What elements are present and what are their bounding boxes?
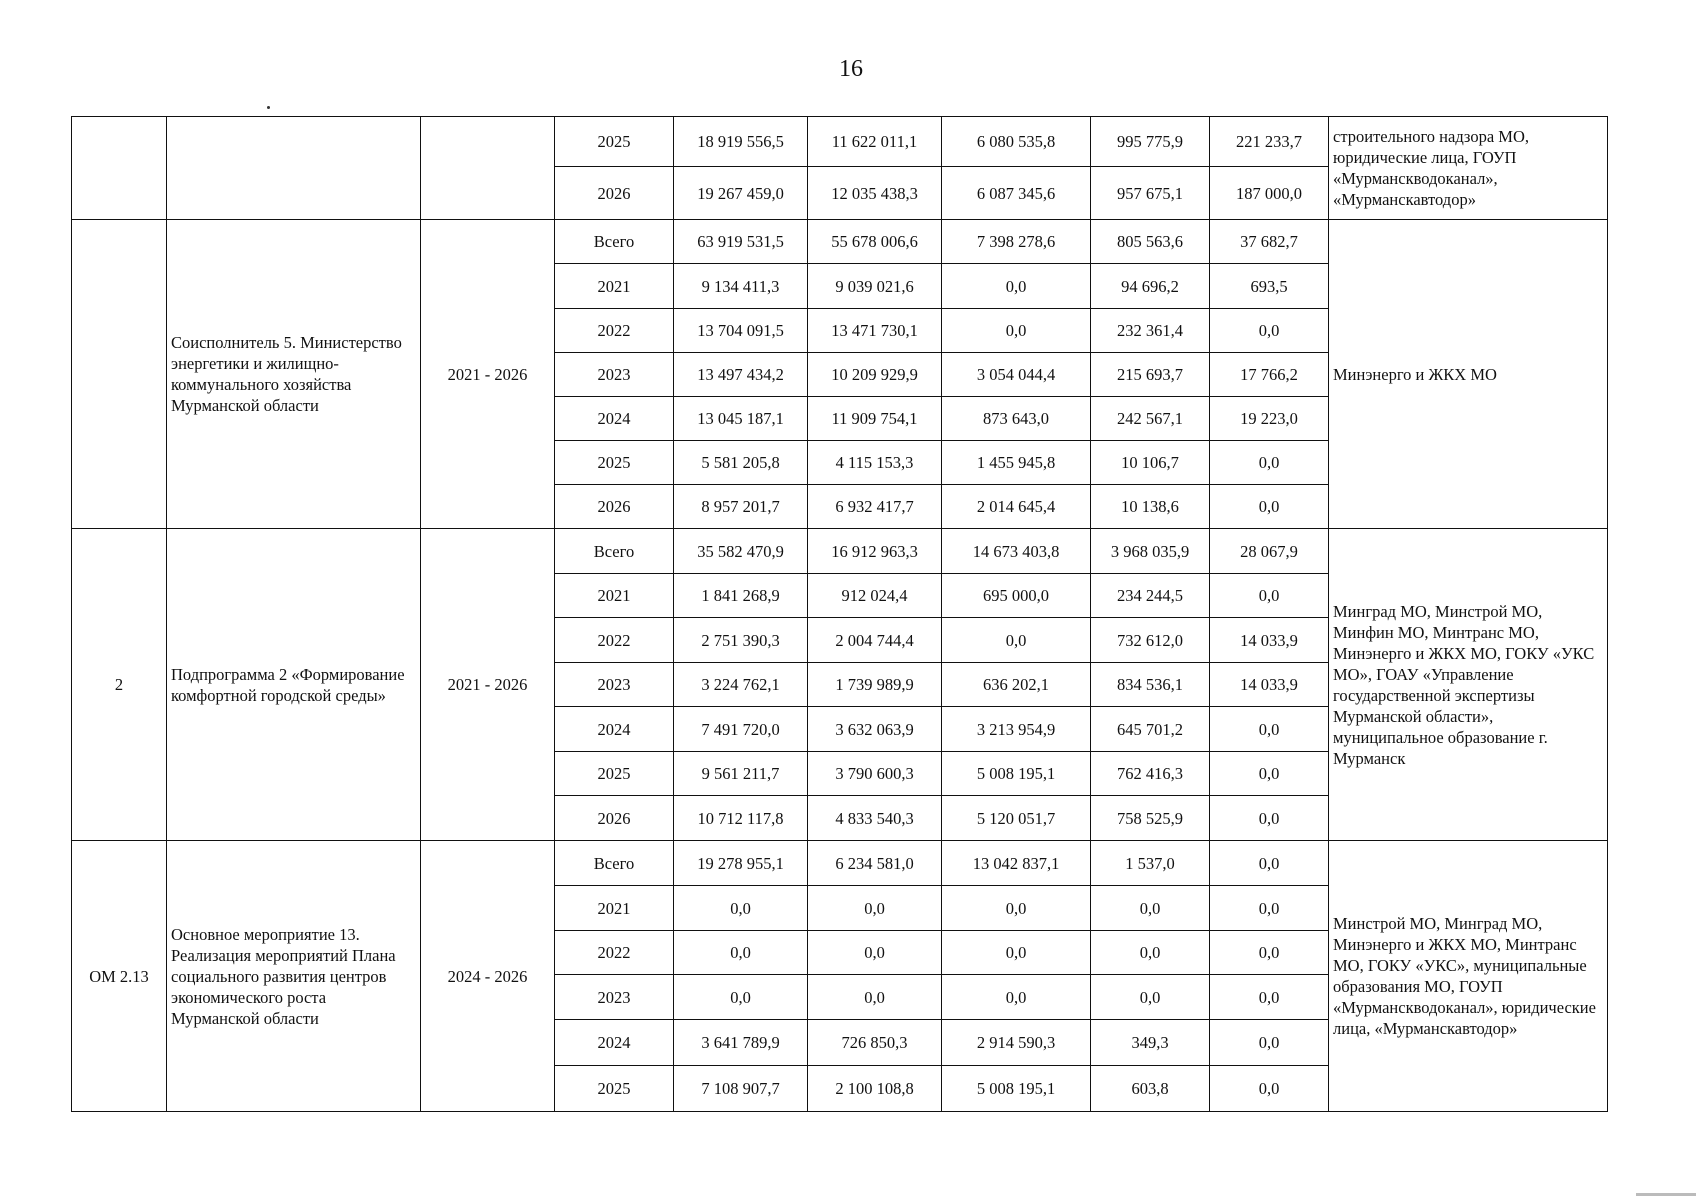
amount-cell: 0,0: [1210, 574, 1329, 618]
amount-cell: 4 115 153,3: [808, 441, 942, 485]
amount-cell: 0,0: [674, 886, 808, 931]
amount-cell: 2 014 645,4: [942, 485, 1091, 529]
amount-cell: 6 234 581,0: [808, 841, 942, 886]
year-cell: 2023: [555, 353, 674, 397]
amount-cell: 215 693,7: [1091, 353, 1210, 397]
amount-cell: 0,0: [1091, 975, 1210, 1020]
amount-cell: 5 008 195,1: [942, 1066, 1091, 1112]
row-index: [72, 117, 167, 220]
amount-cell: 758 525,9: [1091, 796, 1210, 841]
table-row: [72, 529, 1608, 574]
amount-cell: 3 213 954,9: [942, 707, 1091, 752]
amount-cell: 13 704 091,5: [674, 309, 808, 353]
amount-cell: 14 033,9: [1210, 663, 1329, 707]
activity-name: [167, 117, 421, 220]
amount-cell: 12 035 438,3: [808, 167, 942, 220]
scan-speck: [267, 106, 270, 109]
amount-cell: 2 100 108,8: [808, 1066, 942, 1112]
year-cell: Всего: [555, 841, 674, 886]
amount-cell: 3 054 044,4: [942, 353, 1091, 397]
amount-cell: 0,0: [1210, 1066, 1329, 1112]
amount-cell: 0,0: [1210, 931, 1329, 975]
scan-artifact: [1636, 1193, 1696, 1196]
amount-cell: 349,3: [1091, 1020, 1210, 1066]
amount-cell: 0,0: [942, 309, 1091, 353]
amount-cell: 3 641 789,9: [674, 1020, 808, 1066]
amount-cell: 234 244,5: [1091, 574, 1210, 618]
year-cell: 2025: [555, 441, 674, 485]
amount-cell: 0,0: [808, 931, 942, 975]
amount-cell: 6 080 535,8: [942, 117, 1091, 167]
year-cell: 2023: [555, 663, 674, 707]
amount-cell: 94 696,2: [1091, 264, 1210, 309]
amount-cell: 28 067,9: [1210, 529, 1329, 574]
amount-cell: 603,8: [1091, 1066, 1210, 1112]
amount-cell: 0,0: [1210, 707, 1329, 752]
executors-cell: строительного надзора МО, юридические лица, ГОУП «Мурманскводоканал», «Мурманскавтодор»: [1329, 117, 1608, 220]
amount-cell: 645 701,2: [1091, 707, 1210, 752]
table-row: [72, 117, 1608, 167]
executors-cell: Минград МО, Минстрой МО, Минфин МО, Минтранс МО, Минэнерго и ЖКХ МО, ГОКУ «УКС МО», ГОАУ «Управление государственной экспертизы Мурманской области», муниципальное образование г. Мурманск: [1329, 529, 1608, 841]
amount-cell: 3 632 063,9: [808, 707, 942, 752]
year-cell: 2024: [555, 397, 674, 441]
table-row: [72, 841, 1608, 886]
amount-cell: 9 039 021,6: [808, 264, 942, 309]
amount-cell: 9 134 411,3: [674, 264, 808, 309]
year-cell: 2021: [555, 574, 674, 618]
year-cell: Всего: [555, 529, 674, 574]
implementation-period: 2021 - 2026: [421, 529, 555, 841]
year-cell: 2026: [555, 167, 674, 220]
row-index: 2: [72, 529, 167, 841]
amount-cell: 9 561 211,7: [674, 752, 808, 796]
amount-cell: 732 612,0: [1091, 618, 1210, 663]
amount-cell: 5 120 051,7: [942, 796, 1091, 841]
amount-cell: 0,0: [1210, 309, 1329, 353]
amount-cell: 10 209 929,9: [808, 353, 942, 397]
amount-cell: 0,0: [942, 886, 1091, 931]
amount-cell: 10 138,6: [1091, 485, 1210, 529]
amount-cell: 695 000,0: [942, 574, 1091, 618]
year-cell: Всего: [555, 220, 674, 264]
implementation-period: [421, 117, 555, 220]
year-cell: 2022: [555, 618, 674, 663]
amount-cell: 0,0: [1210, 485, 1329, 529]
amount-cell: 1 841 268,9: [674, 574, 808, 618]
amount-cell: 2 751 390,3: [674, 618, 808, 663]
page-number: 16: [839, 56, 863, 82]
amount-cell: 0,0: [808, 886, 942, 931]
amount-cell: 13 471 730,1: [808, 309, 942, 353]
amount-cell: 2 914 590,3: [942, 1020, 1091, 1066]
amount-cell: 636 202,1: [942, 663, 1091, 707]
year-cell: 2026: [555, 485, 674, 529]
amount-cell: 5 581 205,8: [674, 441, 808, 485]
year-cell: 2023: [555, 975, 674, 1020]
amount-cell: 11 909 754,1: [808, 397, 942, 441]
year-cell: 2021: [555, 886, 674, 931]
amount-cell: 0,0: [1210, 441, 1329, 485]
amount-cell: 0,0: [942, 264, 1091, 309]
amount-cell: 1 455 945,8: [942, 441, 1091, 485]
amount-cell: 17 766,2: [1210, 353, 1329, 397]
implementation-period: 2021 - 2026: [421, 220, 555, 529]
amount-cell: 2 004 744,4: [808, 618, 942, 663]
amount-cell: 221 233,7: [1210, 117, 1329, 167]
amount-cell: 873 643,0: [942, 397, 1091, 441]
amount-cell: 0,0: [1210, 796, 1329, 841]
amount-cell: 0,0: [1210, 752, 1329, 796]
amount-cell: 0,0: [1210, 1020, 1329, 1066]
amount-cell: 8 957 201,7: [674, 485, 808, 529]
amount-cell: 805 563,6: [1091, 220, 1210, 264]
year-cell: 2022: [555, 309, 674, 353]
amount-cell: 912 024,4: [808, 574, 942, 618]
year-cell: 2025: [555, 752, 674, 796]
amount-cell: 834 536,1: [1091, 663, 1210, 707]
amount-cell: 63 919 531,5: [674, 220, 808, 264]
amount-cell: 0,0: [1210, 841, 1329, 886]
amount-cell: 0,0: [942, 618, 1091, 663]
amount-cell: 0,0: [942, 975, 1091, 1020]
amount-cell: 693,5: [1210, 264, 1329, 309]
amount-cell: 726 850,3: [808, 1020, 942, 1066]
row-index: ОМ 2.13: [72, 841, 167, 1112]
amount-cell: 13 497 434,2: [674, 353, 808, 397]
amount-cell: 3 968 035,9: [1091, 529, 1210, 574]
amount-cell: 0,0: [1210, 886, 1329, 931]
activity-name: Соисполнитель 5. Министерство энергетики и жилищно-коммунального хозяйства Мурманской области: [167, 220, 421, 529]
amount-cell: 55 678 006,6: [808, 220, 942, 264]
amount-cell: 19 278 955,1: [674, 841, 808, 886]
executors-cell: Минстрой МО, Минград МО, Минэнерго и ЖКХ МО, Минтранс МО, ГОКУ «УКС», муниципальные образования МО, ГОУП «Мурманскводоканал», юридические лица, «Мурманскавтодор»: [1329, 841, 1608, 1112]
amount-cell: 0,0: [808, 975, 942, 1020]
amount-cell: 14 033,9: [1210, 618, 1329, 663]
amount-cell: 0,0: [1210, 975, 1329, 1020]
amount-cell: 7 491 720,0: [674, 707, 808, 752]
table-row: [72, 220, 1608, 264]
amount-cell: 762 416,3: [1091, 752, 1210, 796]
activity-name: Основное мероприятие 13. Реализация мероприятий Плана социального развития центров экономического роста Мурманской области: [167, 841, 421, 1112]
amount-cell: 7 398 278,6: [942, 220, 1091, 264]
budget-table: [71, 116, 1608, 1112]
amount-cell: 0,0: [674, 975, 808, 1020]
year-cell: 2022: [555, 931, 674, 975]
executors-cell: Минэнерго и ЖКХ МО: [1329, 220, 1608, 529]
row-index: [72, 220, 167, 529]
year-cell: 2024: [555, 707, 674, 752]
amount-cell: 35 582 470,9: [674, 529, 808, 574]
year-cell: 2025: [555, 117, 674, 167]
amount-cell: 3 224 762,1: [674, 663, 808, 707]
amount-cell: 3 790 600,3: [808, 752, 942, 796]
amount-cell: 6 087 345,6: [942, 167, 1091, 220]
amount-cell: 14 673 403,8: [942, 529, 1091, 574]
amount-cell: 1 739 989,9: [808, 663, 942, 707]
amount-cell: 13 045 187,1: [674, 397, 808, 441]
amount-cell: 957 675,1: [1091, 167, 1210, 220]
amount-cell: 19 223,0: [1210, 397, 1329, 441]
year-cell: 2025: [555, 1066, 674, 1112]
amount-cell: 10 712 117,8: [674, 796, 808, 841]
amount-cell: 0,0: [674, 931, 808, 975]
amount-cell: 13 042 837,1: [942, 841, 1091, 886]
activity-name: Подпрограмма 2 «Формирование комфортной городской среды»: [167, 529, 421, 841]
amount-cell: 37 682,7: [1210, 220, 1329, 264]
amount-cell: 232 361,4: [1091, 309, 1210, 353]
amount-cell: 0,0: [1091, 931, 1210, 975]
amount-cell: 7 108 907,7: [674, 1066, 808, 1112]
implementation-period: 2024 - 2026: [421, 841, 555, 1112]
amount-cell: 11 622 011,1: [808, 117, 942, 167]
amount-cell: 0,0: [1091, 886, 1210, 931]
amount-cell: 242 567,1: [1091, 397, 1210, 441]
year-cell: 2024: [555, 1020, 674, 1066]
amount-cell: 19 267 459,0: [674, 167, 808, 220]
amount-cell: 1 537,0: [1091, 841, 1210, 886]
amount-cell: 5 008 195,1: [942, 752, 1091, 796]
amount-cell: 10 106,7: [1091, 441, 1210, 485]
year-cell: 2026: [555, 796, 674, 841]
amount-cell: 4 833 540,3: [808, 796, 942, 841]
amount-cell: 995 775,9: [1091, 117, 1210, 167]
amount-cell: 18 919 556,5: [674, 117, 808, 167]
amount-cell: 6 932 417,7: [808, 485, 942, 529]
amount-cell: 16 912 963,3: [808, 529, 942, 574]
amount-cell: 0,0: [942, 931, 1091, 975]
amount-cell: 187 000,0: [1210, 167, 1329, 220]
year-cell: 2021: [555, 264, 674, 309]
